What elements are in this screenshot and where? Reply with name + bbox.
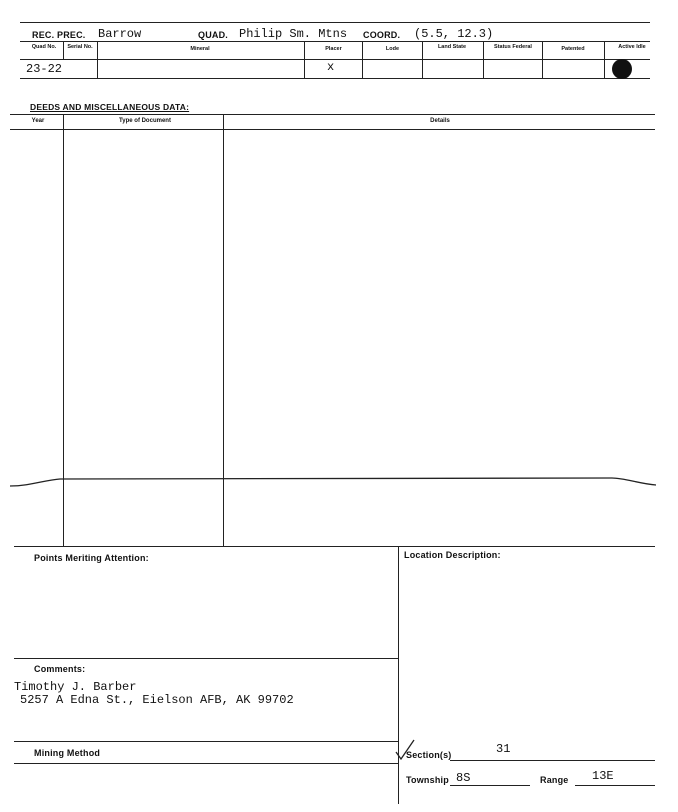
range-value: 13E [592,769,614,783]
range-label: Range [540,775,569,785]
mining-rule-top [14,741,398,742]
section-label: Section(s) [406,750,452,760]
col-divider [422,42,423,78]
bottom-center-divider [398,546,399,804]
township-rule [450,785,530,786]
top-rule [20,22,650,23]
rec-prec-label: REC. PREC. [32,30,86,40]
col-status-federal: Status Federal [494,44,532,50]
comments-line-2: 5257 A Edna St., Eielson AFB, AK 99702 [20,693,294,707]
mining-method-label: Mining Method [34,748,101,758]
col-divider [604,42,605,78]
quad-value: Philip Sm. Mtns [239,27,348,41]
active-idle-dot [612,59,632,79]
deeds-col-details: Details [430,118,450,124]
header-rule [20,41,650,42]
deeds-col-year: Year [31,118,45,124]
bottom-top-rule [14,546,655,547]
record-rule [20,78,650,79]
col-serial-no: Serial No. [67,44,93,50]
comments-line-1: Timothy J. Barber [14,680,137,694]
section-value: 31 [496,742,511,756]
township-value: 8S [456,771,471,785]
mining-rule-bottom [14,763,398,764]
col-divider [97,42,98,78]
col-divider [542,42,543,78]
col-land-state: Land State [437,44,467,50]
colhead-rule [20,59,650,60]
col-active-idle: Active Idle [618,44,646,50]
record-placer-mark: x [327,60,335,74]
rec-prec-value: Barrow [98,27,142,41]
township-label: Township [406,775,449,785]
coord-label: COORD. [363,30,401,40]
col-divider [304,42,305,78]
col-divider [63,42,64,59]
deeds-col-type: Type of Document [119,118,171,124]
coord-value: (5.5, 12.3) [414,27,494,41]
deeds-head-rule [10,129,655,130]
col-placer: Placer [325,46,342,52]
comments-label: Comments: [34,664,86,674]
deeds-top-rule [10,114,655,115]
range-rule [575,785,655,786]
points-label: Points Meriting Attention: [34,553,149,563]
record-quad-no: 23-22 [26,62,63,76]
location-label: Location Description: [404,550,501,560]
quad-label: QUAD. [198,30,228,40]
col-patented: Patented [561,46,585,52]
comments-rule [14,658,398,659]
deeds-title: DEEDS AND MISCELLANEOUS DATA: [30,102,190,112]
col-quad-no: Quad No. [31,44,57,50]
section-rule [450,760,655,761]
col-lode: Lode [385,46,400,52]
col-divider [483,42,484,78]
paper-splice-line [0,470,678,494]
col-mineral: Mineral [190,46,210,52]
col-divider [362,42,363,78]
